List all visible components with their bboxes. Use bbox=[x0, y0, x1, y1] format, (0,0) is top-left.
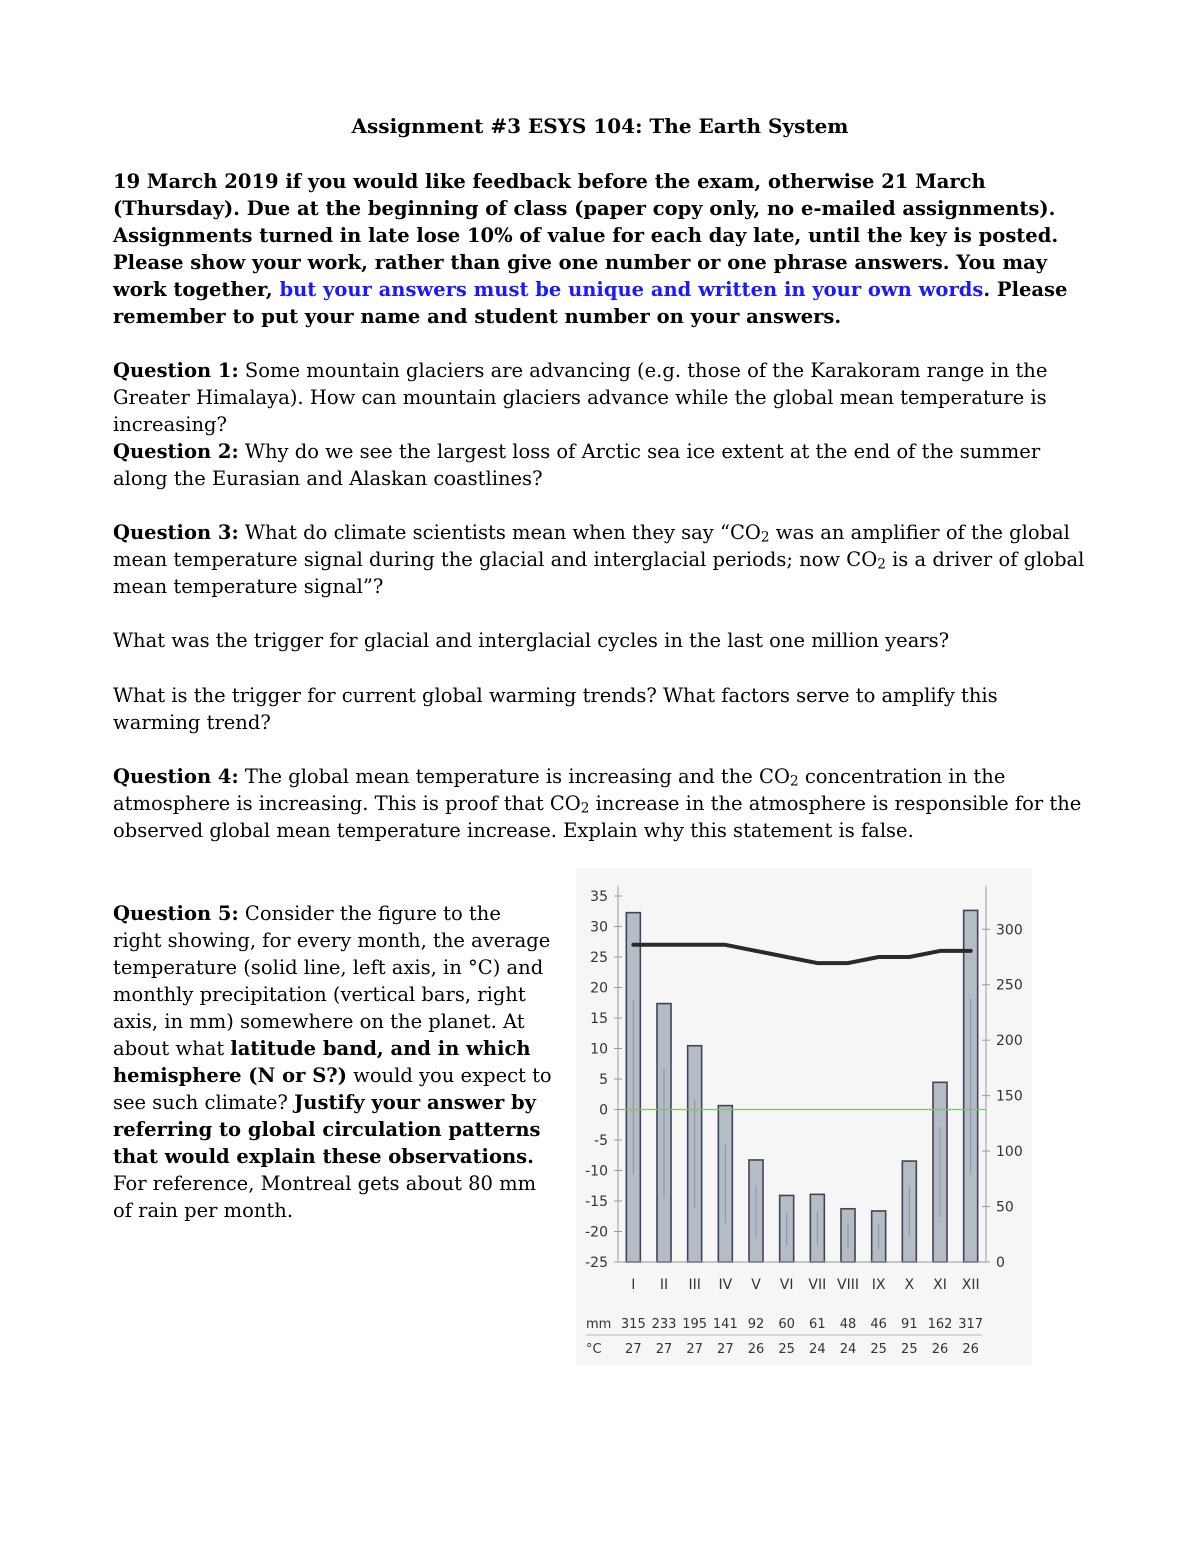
left-tick-label: 25 bbox=[590, 950, 608, 966]
right-tick-label: 50 bbox=[996, 1199, 1014, 1216]
month-label: X bbox=[904, 1277, 915, 1293]
question-5: Question 5: Consider the figure to the right showing, for every month, the average temperature (solid line, left axis, in °C) and monthly precipitation (vertical bars, right axis, in mm) somewhere on the planet. At about what latitude band, and in which hemisphere (N or S?) would you expect to see such climate? Justify your answer by referring to global circulation patterns that would explain these observations. For reference, Montreal gets about 80 mm of rain per month. bbox=[113, 902, 552, 1222]
c-value: 27 bbox=[655, 1342, 673, 1357]
month-label: IV bbox=[718, 1277, 733, 1293]
question-2: Question 2: Why do we see the largest loss of Arctic sea ice extent at the end of the summer along the Eurasian and Alaskan coastlines? bbox=[113, 440, 1041, 490]
left-tick-label: 20 bbox=[590, 980, 608, 997]
left-tick-label: 35 bbox=[590, 889, 608, 905]
c-value: 27 bbox=[717, 1342, 734, 1357]
question-1: Question 1: Some mountain glaciers are advancing (e.g. those of the Karakoram range in the Greater Himalaya). How can mountain glaciers advance while the global mean temperature is increasing? bbox=[113, 359, 1048, 436]
left-tick-label: 30 bbox=[590, 919, 608, 936]
mm-value: 233 bbox=[651, 1317, 677, 1332]
c-value: 25 bbox=[778, 1342, 795, 1357]
month-label: XII bbox=[961, 1277, 980, 1293]
c-value: 27 bbox=[686, 1342, 703, 1357]
c-value: 25 bbox=[870, 1342, 887, 1357]
left-tick-label: -10 bbox=[585, 1163, 608, 1180]
mm-value: 317 bbox=[958, 1317, 984, 1332]
question-4: Question 4: The global mean temperature is increasing and the $CO_2$ concentration in the atmosphere is increasing. This is proof that $CO_2$ increase in the atmosphere is responsible for the observed global mean temperature increase. Explain why this statement is false. bbox=[113, 765, 1082, 842]
left-tick-label: -20 bbox=[585, 1224, 608, 1241]
mm-value: 195 bbox=[682, 1317, 708, 1332]
month-label: I bbox=[631, 1277, 636, 1293]
page-title: Assignment #3 ESYS 104: The Earth System bbox=[351, 114, 849, 138]
mm-value: 48 bbox=[839, 1317, 857, 1332]
mm-value: 61 bbox=[809, 1317, 826, 1332]
month-label: VIII bbox=[837, 1277, 859, 1293]
c-value: 24 bbox=[809, 1342, 826, 1357]
mm-value: 315 bbox=[620, 1317, 646, 1332]
question-3-part-3: What is the trigger for current global warming trends? What factors serve to amplify this warming trend? bbox=[113, 684, 998, 734]
mm-value: 46 bbox=[870, 1317, 887, 1332]
climate-chart bbox=[576, 868, 1032, 1366]
left-tick-label: -5 bbox=[594, 1133, 608, 1149]
left-tick-label: 5 bbox=[599, 1072, 608, 1088]
month-label: VI bbox=[779, 1277, 794, 1293]
emphasis-text: but your answers must be unique and written in your own words bbox=[279, 278, 984, 301]
c-value: 26 bbox=[962, 1342, 979, 1357]
mm-value: 91 bbox=[901, 1317, 918, 1332]
right-tick-label: 100 bbox=[996, 1144, 1023, 1161]
month-label: III bbox=[688, 1277, 701, 1293]
left-tick-label: 10 bbox=[590, 1041, 608, 1058]
month-label: IX bbox=[871, 1277, 886, 1293]
c-value: 26 bbox=[931, 1342, 949, 1357]
left-tick-label: -15 bbox=[585, 1194, 608, 1210]
month-label: VII bbox=[808, 1277, 827, 1293]
mm-value: 162 bbox=[927, 1317, 953, 1332]
mm-row-label: mm bbox=[586, 1317, 612, 1332]
month-label: II bbox=[659, 1277, 669, 1293]
left-tick-label: -25 bbox=[585, 1255, 608, 1271]
right-tick-label: 300 bbox=[996, 922, 1023, 939]
month-label: XI bbox=[933, 1277, 947, 1293]
right-tick-label: 250 bbox=[996, 977, 1023, 994]
left-tick-label: 0 bbox=[599, 1102, 608, 1119]
mm-value: 92 bbox=[747, 1317, 765, 1332]
c-value: 27 bbox=[625, 1342, 642, 1357]
month-label: V bbox=[751, 1277, 761, 1293]
c-value: 24 bbox=[839, 1342, 857, 1357]
question-3-part-2: What was the trigger for glacial and interglacial cycles in the last one million years? bbox=[113, 629, 950, 652]
c-row-label: °C bbox=[586, 1342, 602, 1357]
c-value: 26 bbox=[747, 1342, 765, 1357]
question-3: Question 3: What do climate scientists mean when they say “$CO_2$ was an amplifier of the global mean temperature signal during the glacial and interglacial periods; now $CO_2$ is a driver of global mean temperature signal”? bbox=[113, 521, 1085, 598]
left-tick-label: 15 bbox=[590, 1011, 608, 1027]
c-value: 25 bbox=[901, 1342, 918, 1357]
instructions: 19 March 2019 if you would like feedback before the exam, otherwise 21 March (Thursday). Due at the beginning of class (paper copy only, no e-mailed assignments). Assignments turned in late lose 10% of value for each day late, until the key is posted. Please show your work, rather than give one number or one phrase answers. You may work together, but your answers must be unique and written in your own words. Please remember to put your name and student number on your answers. bbox=[113, 170, 1068, 328]
right-tick-label: 200 bbox=[996, 1033, 1023, 1050]
mm-value: 60 bbox=[778, 1317, 795, 1332]
right-tick-label: 150 bbox=[996, 1088, 1023, 1105]
right-tick-label: 0 bbox=[996, 1255, 1005, 1271]
mm-value: 141 bbox=[712, 1317, 738, 1332]
